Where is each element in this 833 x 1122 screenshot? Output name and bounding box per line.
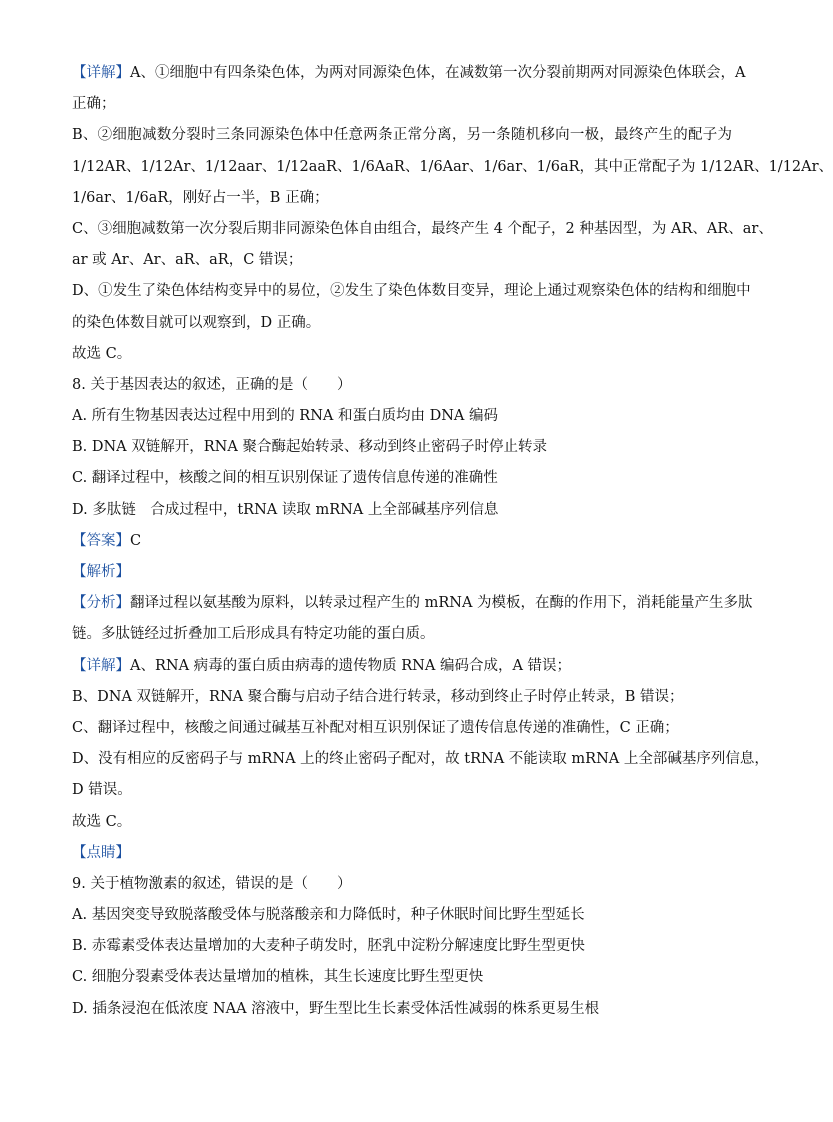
text-line: [72, 807, 732, 838]
line-text: 故选 C。: [72, 813, 132, 830]
line-text: D. 插条浸泡在低浓度 NAA 溶液中，野生型比生长素受体活性减弱的株系更易生根: [72, 1000, 600, 1017]
line-text: C. 翻译过程中，核酸之间的相互识别保证了遗传信息传递的准确性: [72, 470, 498, 487]
text-line: [72, 495, 732, 526]
section-tag: 【分析】: [72, 595, 130, 612]
line-text: 正确；: [72, 96, 116, 113]
line-text: B. 赤霉素受体表达量增加的大麦种子萌发时，胚乳中淀粉分解速度比野生型更快: [72, 938, 585, 955]
text-line: [72, 713, 732, 744]
text-line: [72, 339, 732, 370]
line-text: 1/12AR、1/12Ar、1/12aar、1/12aaR、1/6AaR、1/6Aar、1/6ar、1/6aR，其中正常配子为 1/12AR、1/12Ar、: [72, 158, 833, 175]
text-line: [72, 245, 732, 276]
line-text: ar 或 Ar、Ar、aR、aR，C 错误；: [72, 252, 303, 269]
document-page: [72, 58, 833, 1025]
text-line: [72, 588, 753, 619]
text-line: [72, 838, 732, 869]
line-text: 8. 关于基因表达的叙述，正确的是（ ）: [72, 376, 352, 393]
line-text: 9. 关于植物激素的叙述，错误的是（ ）: [72, 875, 352, 892]
text-line: [72, 432, 732, 463]
line-text: B、DNA 双链解开，RNA 聚合酶与启动子结合进行转录，移动到终止子时停止转录，B 错误；: [72, 688, 684, 705]
text-line: [72, 276, 751, 307]
text-line: [72, 183, 732, 214]
line-text: C、翻译过程中，核酸之间通过碱基互补配对相互识别保证了遗传信息传递的准确性，C 正确；: [72, 719, 679, 736]
section-tag: 【详解】: [72, 65, 130, 81]
text-line: [72, 682, 732, 713]
line-text: C: [130, 532, 142, 549]
text-line: [72, 900, 732, 931]
section-tag: 【详解】: [72, 657, 130, 674]
line-text: 故选 C。: [72, 345, 132, 362]
line-text: 翻译过程以氨基酸为原料，以转录过程产生的 mRNA 为模板，在酶的作用下，消耗能量产生多肽: [130, 595, 753, 612]
line-text: D、①发生了染色体结构变异中的易位，②发生了染色体数目变异，理论上通过观察染色体的结构和细胞中: [72, 283, 751, 300]
text-line: [72, 775, 732, 806]
line-text: D、没有相应的反密码子与 mRNA 上的终止密码子配对，故 tRNA 不能读取 mRNA 上全部碱基序列信息，: [72, 751, 769, 768]
text-line: [72, 401, 732, 432]
line-text: C. 细胞分裂素受体表达量增加的植株，其生长速度比野生型更快: [72, 969, 484, 986]
line-text: 链。多肽链经过折叠加工后形成具有特定功能的蛋白质。: [72, 626, 435, 643]
text-line: [72, 89, 732, 120]
section-tag: 【答案】: [72, 532, 130, 549]
section-tag: 【点睛】: [72, 844, 130, 861]
text-line: [72, 463, 732, 494]
text-line: [72, 214, 773, 245]
text-line: [72, 651, 732, 682]
line-text: A. 基因突变导致脱落酸受体与脱落酸亲和力降低时，种子休眠时间比野生型延长: [72, 907, 585, 924]
text-line: [72, 120, 732, 151]
line-text: A、RNA 病毒的蛋白质由病毒的遗传物质 RNA 编码合成，A 错误；: [130, 657, 572, 674]
line-text: B、②细胞减数分裂时三条同源染色体中任意两条正常分离，另一条随机移向一极，最终产生的配子为: [72, 127, 732, 144]
line-text: A. 所有生物基因表达过程中用到的 RNA 和蛋白质均由 DNA 编码: [72, 408, 498, 425]
text-line: [72, 744, 769, 775]
line-text: 的染色体数目就可以观察到，D 正确。: [72, 314, 321, 331]
text-line: [72, 994, 732, 1025]
text-line: [72, 962, 732, 993]
text-line: [72, 619, 732, 650]
line-text: A、①细胞中有四条染色体，为两对同源染色体，在减数第一次分裂前期两对同源染色体联会，A: [130, 65, 746, 81]
section-tag: 【解析】: [72, 564, 130, 580]
text-line: [72, 58, 746, 89]
text-line: [72, 152, 833, 183]
text-line: [72, 557, 732, 588]
text-line: [72, 526, 732, 557]
line-text: C、③细胞减数第一次分裂后期非同源染色体自由组合，最终产生 4 个配子，2 种基因型，为 AR、AR、ar、: [72, 220, 773, 237]
text-line: [72, 308, 732, 339]
line-text: D. 多肽链 合成过程中，tRNA 读取 mRNA 上全部碱基序列信息: [72, 501, 499, 518]
line-text: B. DNA 双链解开，RNA 聚合酶起始转录、移动到终止密码子时停止转录: [72, 439, 547, 456]
text-line: [72, 931, 732, 962]
line-text: 1/6ar、1/6aR，刚好占一半，B 正确；: [72, 189, 329, 206]
text-line: [72, 869, 732, 900]
line-text: D 错误。: [72, 782, 132, 799]
text-line: [72, 370, 732, 401]
